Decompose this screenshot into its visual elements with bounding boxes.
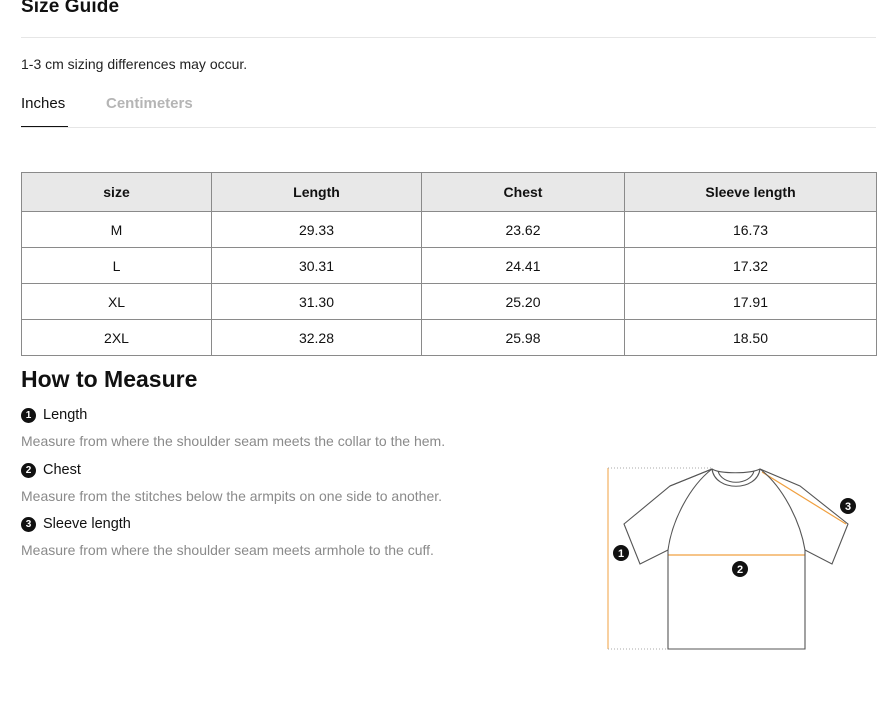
cell-length: 29.33 (212, 212, 422, 248)
page-title: Size Guide (21, 0, 120, 17)
table-header-row (22, 173, 877, 212)
cell-chest: 23.62 (422, 212, 625, 248)
measure-item-chest (21, 462, 442, 504)
marker-1-icon (613, 545, 629, 561)
marker-2-label: 2 (736, 564, 744, 576)
measure-item-length (21, 407, 445, 449)
cell-length: 32.28 (212, 320, 422, 356)
size-table (21, 172, 877, 356)
cell-size: M (22, 212, 212, 248)
marker-1-label: 1 (617, 548, 625, 560)
column-header-chest: Chest (422, 173, 625, 212)
measure-item-label: Length (43, 407, 88, 423)
cell-sleeve-length: 17.91 (625, 284, 877, 320)
tab-centimeters[interactable]: Centimeters (106, 95, 193, 112)
title-divider (21, 37, 876, 38)
sizing-note: 1-3 cm sizing differences may occur. (21, 56, 248, 72)
measure-item-label: Chest (43, 462, 81, 478)
cell-length: 30.31 (212, 248, 422, 284)
marker-3-label: 3 (844, 501, 852, 513)
table-row (22, 248, 877, 284)
tab-inches[interactable]: Inches (21, 95, 66, 112)
column-header-size: size (22, 173, 212, 212)
number-1-badge-icon: 1 (21, 408, 36, 423)
number-2-badge-icon: 2 (21, 463, 36, 478)
cell-chest: 25.20 (422, 284, 625, 320)
cell-chest: 24.41 (422, 248, 625, 284)
cell-size: XL (22, 284, 212, 320)
cell-sleeve-length: 16.73 (625, 212, 877, 248)
table-row (22, 212, 877, 248)
number-3-badge-icon: 3 (21, 517, 36, 532)
measure-item-description: Measure from where the shoulder seam meets armhole to the cuff. (21, 542, 434, 558)
cell-sleeve-length: 17.32 (625, 248, 877, 284)
column-header-length: Length (212, 173, 422, 212)
tshirt-measurement-diagram (600, 460, 860, 656)
measure-item-description: Measure from the stitches below the armpits on one side to another. (21, 488, 443, 504)
column-header-sleeve-length: Sleeve length (625, 173, 877, 212)
table-row (22, 320, 877, 356)
tshirt-icon (624, 469, 848, 649)
cell-sleeve-length: 18.50 (625, 320, 877, 356)
measure-item-label: Sleeve length (43, 516, 131, 532)
cell-length: 31.30 (212, 284, 422, 320)
cell-chest: 25.98 (422, 320, 625, 356)
how-to-measure-title: How to Measure (21, 366, 198, 392)
cell-size: L (22, 248, 212, 284)
measure-item-sleeve-length (21, 516, 434, 558)
measure-item-description: Measure from where the shoulder seam meets the collar to the hem. (21, 433, 446, 449)
marker-3-icon (840, 498, 856, 514)
table-row (22, 284, 877, 320)
marker-2-icon (732, 561, 748, 577)
measurement-guides (608, 468, 846, 649)
cell-size: 2XL (22, 320, 212, 356)
tabs-divider (21, 127, 876, 128)
